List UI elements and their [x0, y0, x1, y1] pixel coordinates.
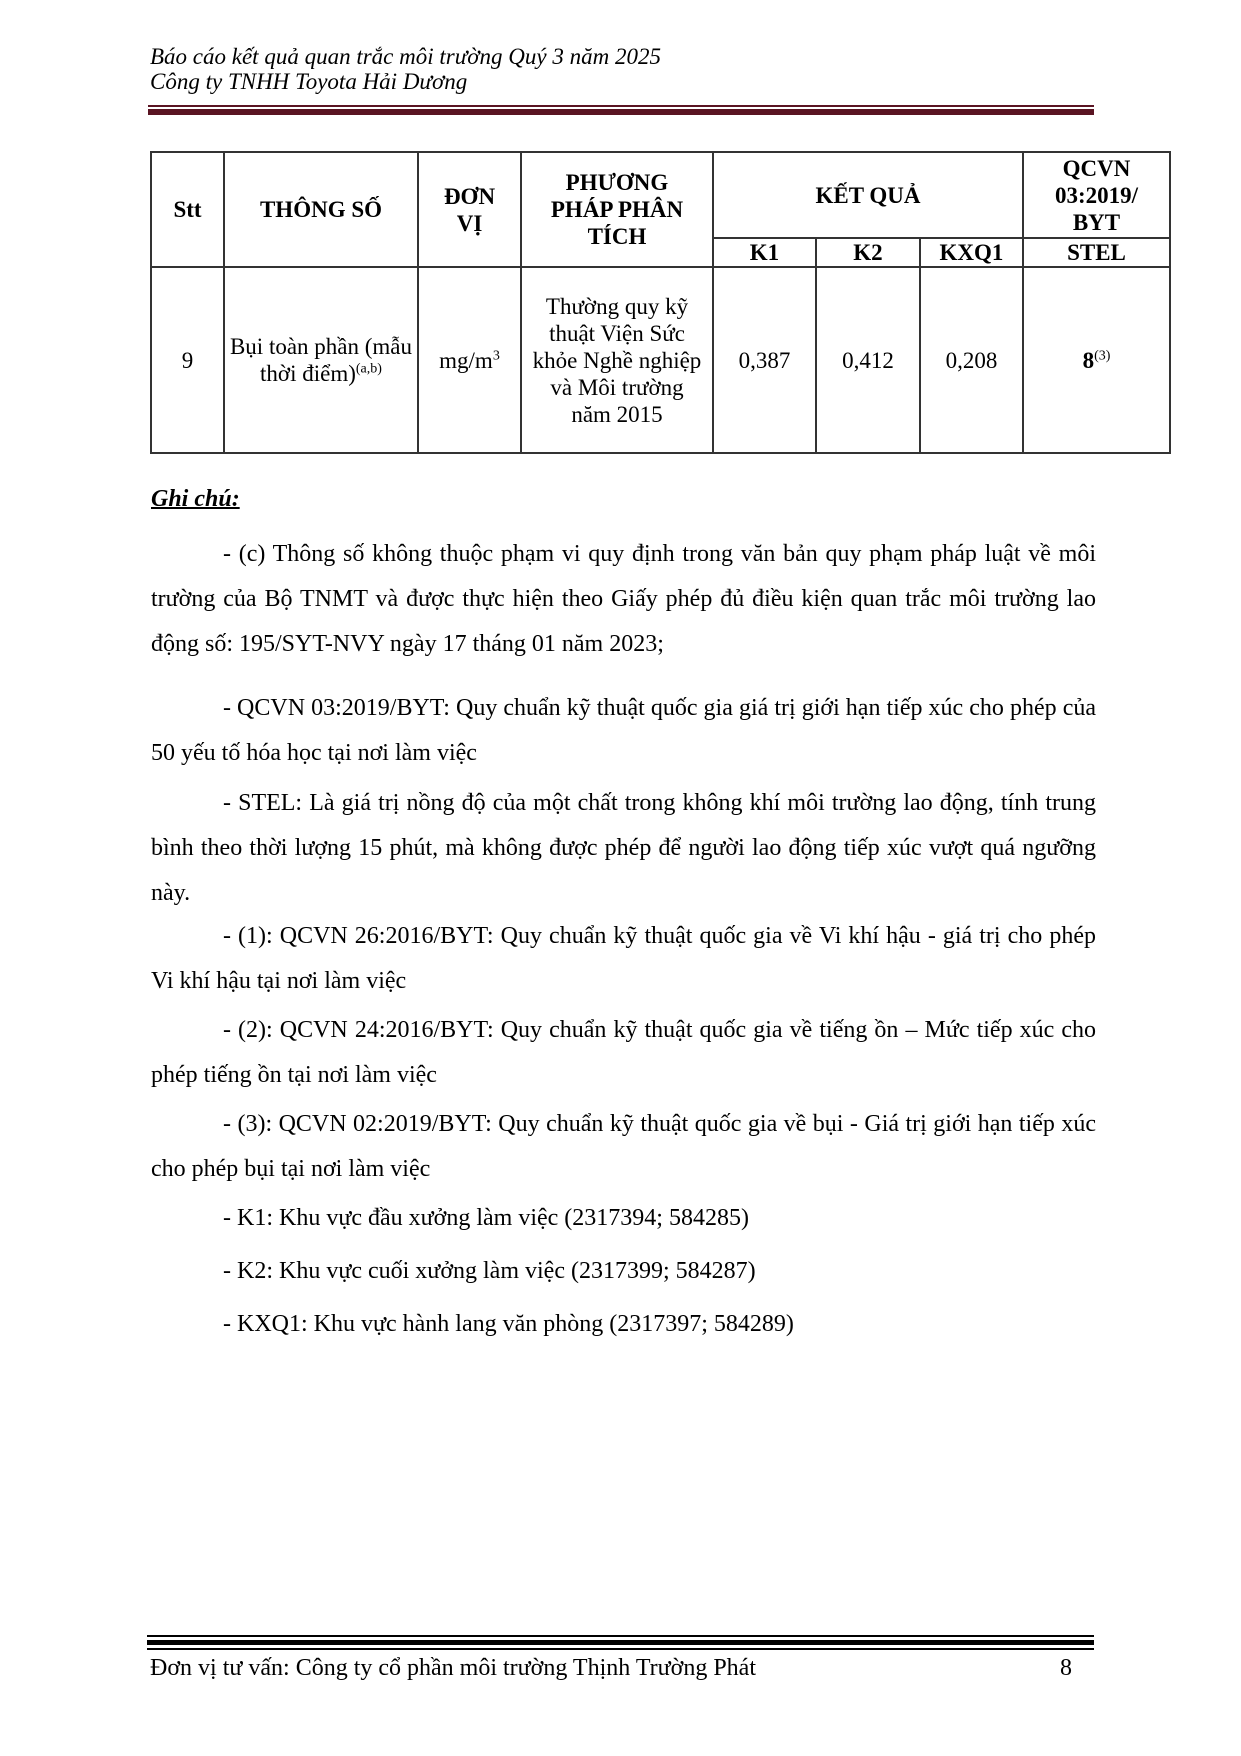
note-item: [151, 781, 1096, 916]
note-item: [151, 1302, 1096, 1347]
header-kxq1: KXQ1: [920, 238, 1023, 267]
cell-parameter: [224, 267, 418, 453]
cell-k2: 0,412: [816, 267, 920, 453]
cell-unit: [418, 267, 521, 453]
note-item: [151, 686, 1096, 776]
header-k2: K2: [816, 238, 920, 267]
note-text: - KXQ1: Khu vực hành lang văn phòng (2317397; 584289): [223, 1311, 794, 1337]
note-text: - (c) Thông số không thuộc phạm vi quy định trong văn bản quy phạm pháp luật về môi trường của Bộ TNMT và được thực hiện theo Giấy phép đủ điều kiện quan trắc môi trường lao động số: 195/SYT-NVY ngày 17 tháng 01 năm 2023;: [151, 541, 1096, 657]
note-item: [151, 1102, 1096, 1192]
unit-exponent: 3: [492, 347, 500, 363]
header-result: KẾT QUẢ: [713, 152, 1023, 238]
header-report-title: Báo cáo kết quả quan trắc môi trường Quý 3 năm 2025: [150, 44, 661, 69]
note-item: [151, 914, 1096, 1004]
footer-rule-thin-top: [147, 1635, 1094, 1637]
page-number: 8: [1060, 1655, 1072, 1681]
note-item: [151, 1008, 1096, 1098]
table-row: [151, 267, 1170, 453]
table-header-row: [151, 152, 1170, 238]
cell-stt: 9: [151, 267, 224, 453]
note-text: - (2): QCVN 24:2016/BYT: Quy chuẩn kỹ thuật quốc gia về tiếng ồn – Mức tiếp xúc cho phép tiếng ồn tại nơi làm việc: [151, 1017, 1096, 1088]
note-text: - STEL: Là giá trị nồng độ của một chất trong không khí môi trường lao động, tính trung bình theo thời lượng 15 phút, mà không được phép để người lao động tiếp xúc vượt quá ngưỡng này.: [151, 790, 1096, 906]
header-rule-thick: [148, 109, 1094, 115]
note-text: - QCVN 03:2019/BYT: Quy chuẩn kỹ thuật quốc gia giá trị giới hạn tiếp xúc cho phép của 50 yếu tố hóa học tại nơi làm việc: [151, 695, 1096, 766]
unit-text: mg/m: [439, 347, 493, 373]
note-item: [151, 1196, 1096, 1241]
notes-title: Ghi chú:: [151, 486, 240, 512]
parameter-name: Bụi toàn phần (mẫu thời điểm): [229, 334, 413, 386]
footer-consultant: Đơn vị tư vấn: Công ty cổ phần môi trường Thịnh Trường Phát: [150, 1655, 756, 1681]
stel-value: 8: [1082, 347, 1095, 373]
stel-footnote: (3): [1094, 347, 1111, 363]
header-rule-thin: [148, 105, 1094, 107]
note-item: [151, 1249, 1096, 1294]
cell-stel: [1023, 267, 1170, 453]
footer-rule-thick: [147, 1640, 1094, 1645]
note-text: - K2: Khu vực cuối xưởng làm việc (2317399; 584287): [223, 1258, 756, 1284]
cell-kxq1: 0,208: [920, 267, 1023, 453]
header-k1: K1: [713, 238, 816, 267]
note-text: - (3): QCVN 02:2019/BYT: Quy chuẩn kỹ thuật quốc gia về bụi - Giá trị giới hạn tiếp xúc cho phép bụi tại nơi làm việc: [151, 1111, 1096, 1182]
note-text: - (1): QCVN 26:2016/BYT: Quy chuẩn kỹ thuật quốc gia về Vi khí hậu - giá trị cho phép Vi khí hậu tại nơi làm việc: [151, 923, 1096, 994]
header-stel: STEL: [1023, 238, 1170, 267]
header-parameter: THÔNG SỐ: [224, 152, 418, 267]
header-standard: QCVN 03:2019/ BYT: [1023, 152, 1170, 238]
header-unit: ĐƠN VỊ: [418, 152, 521, 267]
note-text: - K1: Khu vực đầu xưởng làm việc (2317394; 584285): [223, 1205, 749, 1231]
header-company-name: Công ty TNHH Toyota Hải Dương: [150, 69, 468, 94]
note-item: [151, 532, 1096, 667]
parameter-footnote: (a,b): [355, 361, 382, 377]
results-table: [150, 151, 1171, 454]
footer-rule-thin-bottom: [147, 1648, 1094, 1650]
cell-method: Thường quy kỹ thuật Viện Sức khỏe Nghề nghiệp và Môi trường năm 2015: [521, 267, 713, 453]
header-stt: Stt: [151, 152, 224, 267]
header-method: PHƯƠNG PHÁP PHÂN TÍCH: [521, 152, 713, 267]
cell-k1: 0,387: [713, 267, 816, 453]
